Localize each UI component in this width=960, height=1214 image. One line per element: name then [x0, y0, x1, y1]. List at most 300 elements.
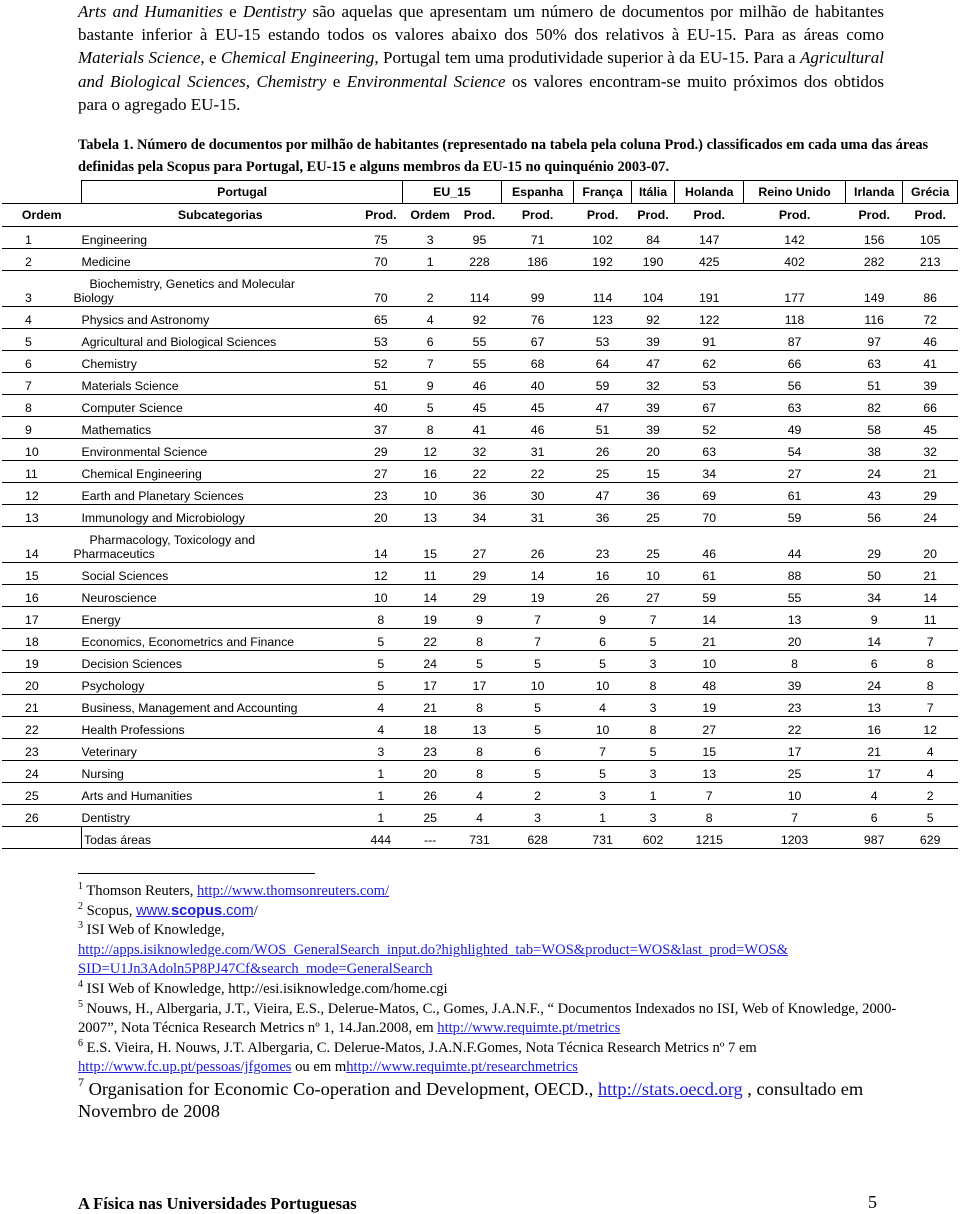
table-row	[2, 227, 958, 249]
cell-ordem: 16	[2, 585, 82, 607]
cell-value: 147	[675, 227, 744, 249]
cell-value: 51	[359, 373, 403, 395]
cell-value: 29	[458, 585, 502, 607]
cell-value: 7	[631, 607, 675, 629]
cell-value: 13	[675, 761, 744, 783]
cell-value: 13	[458, 717, 502, 739]
cell-ordem: 21	[2, 695, 82, 717]
cell-value: 16	[574, 563, 631, 585]
cell-value: 5	[574, 761, 631, 783]
cell-value: 4	[574, 695, 631, 717]
cell-value: 26	[501, 527, 574, 563]
cell-subcategoria: Business, Management and Accounting	[82, 695, 360, 717]
cell-value: 1	[359, 783, 403, 805]
cell-value: 25	[744, 761, 846, 783]
cell-value: 52	[675, 417, 744, 439]
cell-value: 8	[903, 673, 958, 695]
header-irlanda: Irlanda	[846, 181, 903, 204]
cell-ordem: 1	[2, 227, 82, 249]
cell-total-value: 987	[846, 827, 903, 849]
cell-value: 7	[574, 739, 631, 761]
table-row	[2, 395, 958, 417]
subheader-prod: Prod.	[903, 204, 958, 227]
cell-value: 63	[744, 395, 846, 417]
table-body	[2, 227, 958, 849]
cell-total-value: 628	[501, 827, 574, 849]
cell-value: 56	[744, 373, 846, 395]
cell-value: 9	[574, 607, 631, 629]
cell-value: 7	[501, 629, 574, 651]
cell-value: 59	[675, 585, 744, 607]
cell-value: 12	[359, 563, 403, 585]
cell-value: 7	[675, 783, 744, 805]
table-row	[2, 673, 958, 695]
cell-ordem: 22	[2, 717, 82, 739]
link-fcup-jfgomes[interactable]: http://www.fc.up.pt/pessoas/jfgomes	[78, 1059, 292, 1076]
cell-value: 84	[631, 227, 675, 249]
cell-value: 5	[501, 651, 574, 673]
cell-value: 29	[359, 439, 403, 461]
link-oecd[interactable]: http://stats.oecd.org	[597, 1078, 743, 1099]
cell-value: 29	[458, 563, 502, 585]
cell-value: 4	[458, 805, 502, 827]
cell-value: 13	[403, 505, 458, 527]
subheader-prod: Prod.	[744, 204, 846, 227]
link-scopus[interactable]: www.scopus.com	[136, 902, 254, 919]
cell-value: 17	[744, 739, 846, 761]
cell-value: 5	[501, 717, 574, 739]
header-italia: Itália	[631, 181, 675, 204]
cell-subcategoria: Materials Science	[82, 373, 360, 395]
cell-value: 26	[574, 585, 631, 607]
cell-subcategoria: Social Sciences	[82, 563, 360, 585]
cell-value: 46	[903, 329, 958, 351]
cell-value: 24	[846, 673, 903, 695]
cell-value: 8	[359, 607, 403, 629]
cell-value: 97	[846, 329, 903, 351]
cell-subcategoria: Medicine	[82, 249, 360, 271]
link-isi-wos[interactable]: http://apps.isiknowledge.com/WOS_GeneralSearch_input.do?highlighted_tab=WOS&product=WOS&last_prod=WOS& SID=U1Jn3Adoln5P8PJ47Cf&search_mode=GeneralSearch	[78, 941, 789, 978]
table-row	[2, 585, 958, 607]
cell-value: 19	[403, 607, 458, 629]
cell-total-value: 1215	[675, 827, 744, 849]
cell-value: 11	[403, 563, 458, 585]
cell-value: 66	[903, 395, 958, 417]
cell-value: 186	[501, 249, 574, 271]
table-row	[2, 761, 958, 783]
cell-ordem: 8	[2, 395, 82, 417]
subheader-subcategorias: Subcategorias	[82, 204, 360, 227]
cell-value: 45	[501, 395, 574, 417]
header-eu15: EU_15	[403, 181, 502, 204]
cell-value: 19	[675, 695, 744, 717]
footnote-2: $^2$ Scopus, www.scopus.com/	[78, 900, 258, 919]
cell-value: 26	[574, 439, 631, 461]
table-row	[2, 505, 958, 527]
cell-value: 282	[846, 249, 903, 271]
cell-value: 86	[903, 271, 958, 307]
cell-ordem: 17	[2, 607, 82, 629]
cell-value: 56	[846, 505, 903, 527]
cell-value: 102	[574, 227, 631, 249]
table-row	[2, 695, 958, 717]
cell-value: 6	[574, 629, 631, 651]
cell-total-value: 602	[631, 827, 675, 849]
cell-subcategoria: Energy	[82, 607, 360, 629]
cell-value: 8	[744, 651, 846, 673]
cell-value: 70	[359, 249, 403, 271]
cell-value: 8	[458, 739, 502, 761]
cell-value: 34	[846, 585, 903, 607]
cell-value: 8	[458, 761, 502, 783]
footnote-1: $^1$ Thomson Reuters, http://www.thomsonreuters.com/	[78, 881, 390, 899]
cell-value: 87	[744, 329, 846, 351]
cell-value: 40	[359, 395, 403, 417]
cell-value: 24	[846, 461, 903, 483]
cell-value: 8	[458, 629, 502, 651]
cell-value: 19	[501, 585, 574, 607]
cell-value: 37	[359, 417, 403, 439]
table-group-header-row	[2, 181, 958, 204]
cell-value: 34	[675, 461, 744, 483]
table-sub-header-row	[2, 204, 958, 227]
cell-value: 7	[403, 351, 458, 373]
cell-value: 20	[403, 761, 458, 783]
table-row	[2, 629, 958, 651]
cell-value: 1	[403, 249, 458, 271]
cell-value: 39	[744, 673, 846, 695]
cell-value: 6	[846, 805, 903, 827]
cell-value: 68	[501, 351, 574, 373]
link-thomsonreuters[interactable]: http://www.thomsonreuters.com/	[197, 883, 390, 899]
cell-value: 149	[846, 271, 903, 307]
cell-value: 20	[903, 527, 958, 563]
cell-value: 53	[359, 329, 403, 351]
header-franca: França	[574, 181, 631, 204]
footnote-6: $^6$ E.S. Vieira, H. Nouws, J.T. Albergaria, C. Delerue-Matos, J.A.N.F.Gomes, Nota Técnica Research Metrics nº 7 em http://www.fc.up.pt/pessoas/jfgomes ou em mhttp://www.requimte.pt/researchmetrics	[78, 1037, 757, 1076]
footnote-7: $^7$ Organisation for Economic Co-operation and Development, OECD., http://stats.oecd.org , consultado em Novembro de 2008	[78, 1074, 864, 1121]
cell-value: 25	[631, 527, 675, 563]
cell-value: 9	[458, 607, 502, 629]
cell-ordem: 20	[2, 673, 82, 695]
cell-value: 17	[458, 673, 502, 695]
cell-value: 82	[846, 395, 903, 417]
cell-value: 17	[403, 673, 458, 695]
cell-value: 4	[903, 739, 958, 761]
cell-value: 25	[631, 505, 675, 527]
cell-value: 36	[574, 505, 631, 527]
cell-value: 12	[903, 717, 958, 739]
cell-value: 21	[903, 461, 958, 483]
cell-value: 32	[458, 439, 502, 461]
cell-value: 1	[631, 783, 675, 805]
cell-value: 49	[744, 417, 846, 439]
cell-value: 8	[631, 717, 675, 739]
cell-subcategoria: Arts and Humanities	[82, 783, 360, 805]
cell-ordem: 15	[2, 563, 82, 585]
table-row	[2, 527, 958, 563]
table-row	[2, 651, 958, 673]
cell-value: 213	[903, 249, 958, 271]
cell-value: 46	[458, 373, 502, 395]
cell-value: 46	[501, 417, 574, 439]
cell-value: 67	[675, 395, 744, 417]
cell-value: 70	[359, 271, 403, 307]
cell-value: 45	[458, 395, 502, 417]
cell-value: 48	[675, 673, 744, 695]
cell-value: 30	[501, 483, 574, 505]
cell-value: 7	[501, 607, 574, 629]
cell-value: 2	[903, 783, 958, 805]
cell-value: 177	[744, 271, 846, 307]
cell-value: 20	[359, 505, 403, 527]
footer-title: A Física nas Universidades Portuguesas	[78, 1194, 357, 1213]
cell-value: 1	[359, 761, 403, 783]
footnote-5: $^5$ Nouws, H., Albergaria, J.T., Vieira, E.S., Delerue-Matos, C., Gomes, J.A.N.F., “ Documentos Indexados no ISI, Web of Knowledge, 2000-2007”, Nota Técnica Research Metrics nº 1, 14.Jan.2008, em http://www.requimte.pt/metrics	[78, 998, 897, 1037]
cell-subcategoria: Environmental Science	[82, 439, 360, 461]
subheader-prod: Prod.	[675, 204, 744, 227]
cell-value: 9	[846, 607, 903, 629]
cell-value: 228	[458, 249, 502, 271]
cell-value: 4	[403, 307, 458, 329]
cell-total-value: 731	[574, 827, 631, 849]
cell-value: 27	[631, 585, 675, 607]
cell-ordem: 9	[2, 417, 82, 439]
cell-value: 18	[403, 717, 458, 739]
cell-value: 39	[631, 395, 675, 417]
cell-value: 71	[501, 227, 574, 249]
cell-subcategoria: Chemical Engineering	[82, 461, 360, 483]
cell-value: 6	[403, 329, 458, 351]
cell-subcategoria: Immunology and Microbiology	[82, 505, 360, 527]
cell-ordem: 11	[2, 461, 82, 483]
cell-value: 116	[846, 307, 903, 329]
table-row	[2, 461, 958, 483]
cell-value: 58	[846, 417, 903, 439]
cell-value: 6	[501, 739, 574, 761]
cell-value: 40	[501, 373, 574, 395]
cell-ordem: 26	[2, 805, 82, 827]
cell-value: 66	[744, 351, 846, 373]
cell-value: 47	[631, 351, 675, 373]
cell-value: 2	[403, 271, 458, 307]
cell-value: 10	[501, 673, 574, 695]
cell-ordem: 19	[2, 651, 82, 673]
cell-subcategoria: Health Professions	[82, 717, 360, 739]
cell-ordem: 5	[2, 329, 82, 351]
cell-value: 3	[403, 227, 458, 249]
cell-value: 15	[403, 527, 458, 563]
cell-value: 3	[501, 805, 574, 827]
cell-value: 114	[574, 271, 631, 307]
cell-total-label: Todas áreas	[82, 827, 360, 849]
cell-value: 5	[359, 629, 403, 651]
cell-subcategoria: Chemistry	[82, 351, 360, 373]
subheader-prod: Prod.	[359, 204, 403, 227]
cell-value: 24	[403, 651, 458, 673]
cell-value: 50	[846, 563, 903, 585]
cell-value: 16	[403, 461, 458, 483]
cell-value: 52	[359, 351, 403, 373]
cell-value: 39	[903, 373, 958, 395]
cell-value: 123	[574, 307, 631, 329]
cell-total-value: 629	[903, 827, 958, 849]
cell-subcategoria: Nursing	[82, 761, 360, 783]
cell-value: 156	[846, 227, 903, 249]
cell-value: 3	[574, 783, 631, 805]
cell-value: 22	[744, 717, 846, 739]
cell-value: 55	[458, 329, 502, 351]
cell-value: 8	[458, 695, 502, 717]
cell-value: 95	[458, 227, 502, 249]
cell-value: 14	[359, 527, 403, 563]
header-reino-unido: Reino Unido	[744, 181, 846, 204]
cell-value: 8	[631, 673, 675, 695]
cell-value: 17	[846, 761, 903, 783]
table-row	[2, 483, 958, 505]
cell-value: 21	[903, 563, 958, 585]
header-blank	[2, 181, 82, 204]
cell-value: 5	[501, 695, 574, 717]
cell-value: 34	[458, 505, 502, 527]
footnote-4: $^4$ ISI Web of Knowledge, http://esi.isiknowledge.com/home.cgi	[78, 978, 448, 997]
cell-value: 51	[574, 417, 631, 439]
cell-total-value: ---	[403, 827, 458, 849]
cell-value: 10	[574, 673, 631, 695]
cell-value: 4	[458, 783, 502, 805]
cell-subcategoria: Biochemistry, Genetics and Molecular Biology	[82, 271, 360, 307]
cell-value: 114	[458, 271, 502, 307]
footnote-3: $^3$ ISI Web of Knowledge, http://apps.isiknowledge.com/WOS_GeneralSearch_input.do?highlighted_tab=WOS&product=WOS&last_prod=WOS& SID=U1Jn3Adoln5P8PJ47Cf&search_mode=GeneralSearch	[78, 920, 789, 978]
cell-value: 61	[675, 563, 744, 585]
cell-value: 5	[359, 651, 403, 673]
cell-ordem: 12	[2, 483, 82, 505]
cell-value: 92	[631, 307, 675, 329]
cell-value: 99	[501, 271, 574, 307]
cell-value: 5	[403, 395, 458, 417]
cell-value: 105	[903, 227, 958, 249]
table-row	[2, 249, 958, 271]
cell-value: 38	[846, 439, 903, 461]
footnote-rule	[78, 873, 315, 874]
subheader-prod: Prod.	[501, 204, 574, 227]
cell-value: 23	[574, 527, 631, 563]
cell-subcategoria: Psychology	[82, 673, 360, 695]
cell-value: 10	[675, 651, 744, 673]
cell-value: 7	[903, 629, 958, 651]
cell-value: 55	[744, 585, 846, 607]
cell-value: 13	[744, 607, 846, 629]
cell-value: 26	[403, 783, 458, 805]
table-row	[2, 739, 958, 761]
cell-value: 7	[744, 805, 846, 827]
cell-value: 15	[675, 739, 744, 761]
cell-value: 70	[675, 505, 744, 527]
cell-value: 5	[903, 805, 958, 827]
cell-value: 36	[458, 483, 502, 505]
cell-value: 62	[675, 351, 744, 373]
cell-value: 27	[359, 461, 403, 483]
cell-subcategoria: Agricultural and Biological Sciences	[82, 329, 360, 351]
cell-ordem: 3	[2, 271, 82, 307]
cell-value: 118	[744, 307, 846, 329]
header-holanda: Holanda	[675, 181, 744, 204]
subheader-prod: Prod.	[631, 204, 675, 227]
cell-ordem: 24	[2, 761, 82, 783]
subheader-ordem: Ordem	[2, 204, 82, 227]
cell-value: 10	[744, 783, 846, 805]
table-row	[2, 563, 958, 585]
cell-subcategoria: Physics and Astronomy	[82, 307, 360, 329]
cell-value: 3	[631, 695, 675, 717]
cell-value: 54	[744, 439, 846, 461]
cell-value: 14	[403, 585, 458, 607]
cell-ordem: 13	[2, 505, 82, 527]
cell-value: 425	[675, 249, 744, 271]
cell-value: 5	[501, 761, 574, 783]
cell-value: 27	[458, 527, 502, 563]
cell-subcategoria: Economics, Econometrics and Finance	[82, 629, 360, 651]
cell-value: 55	[458, 351, 502, 373]
cell-value: 92	[458, 307, 502, 329]
cell-value: 5	[574, 651, 631, 673]
link-requimte-metrics[interactable]: http://www.requimte.pt/metrics	[437, 1020, 621, 1037]
cell-value: 61	[744, 483, 846, 505]
page-number: 5	[868, 1192, 877, 1212]
cell-value: 3	[359, 739, 403, 761]
cell-value: 25	[403, 805, 458, 827]
cell-subcategoria: Computer Science	[82, 395, 360, 417]
cell-ordem: 2	[2, 249, 82, 271]
cell-value: 14	[903, 585, 958, 607]
cell-value: 47	[574, 395, 631, 417]
cell-value: 32	[631, 373, 675, 395]
cell-value: 27	[675, 717, 744, 739]
cell-value: 4	[359, 695, 403, 717]
cell-value: 41	[903, 351, 958, 373]
table-row	[2, 329, 958, 351]
cell-value: 8	[903, 651, 958, 673]
data-table	[2, 180, 958, 849]
cell-subcategoria: Dentistry	[82, 805, 360, 827]
subheader-prod: Prod.	[574, 204, 631, 227]
table-row	[2, 607, 958, 629]
cell-value: 27	[744, 461, 846, 483]
cell-subcategoria: Earth and Planetary Sciences	[82, 483, 360, 505]
link-requimte-researchmetrics[interactable]: http://www.requimte.pt/researchmetrics	[346, 1059, 578, 1076]
cell-value: 7	[903, 695, 958, 717]
header-espanha: Espanha	[501, 181, 574, 204]
cell-value: 21	[846, 739, 903, 761]
cell-value: 46	[675, 527, 744, 563]
cell-value: 14	[675, 607, 744, 629]
cell-value: 5	[359, 673, 403, 695]
cell-value: 8	[403, 417, 458, 439]
cell-value: 12	[403, 439, 458, 461]
cell-value: 4	[359, 717, 403, 739]
cell-value: 45	[903, 417, 958, 439]
footnotes	[78, 882, 898, 1122]
cell-value: 3	[631, 651, 675, 673]
cell-value: 21	[403, 695, 458, 717]
header-grecia: Grécia	[903, 181, 958, 204]
cell-value: 31	[501, 439, 574, 461]
cell-value: 91	[675, 329, 744, 351]
cell-value: 36	[631, 483, 675, 505]
cell-value: 15	[631, 461, 675, 483]
cell-value: 142	[744, 227, 846, 249]
cell-subcategoria: Pharmacology, Toxicology and Pharmaceutics	[82, 527, 360, 563]
